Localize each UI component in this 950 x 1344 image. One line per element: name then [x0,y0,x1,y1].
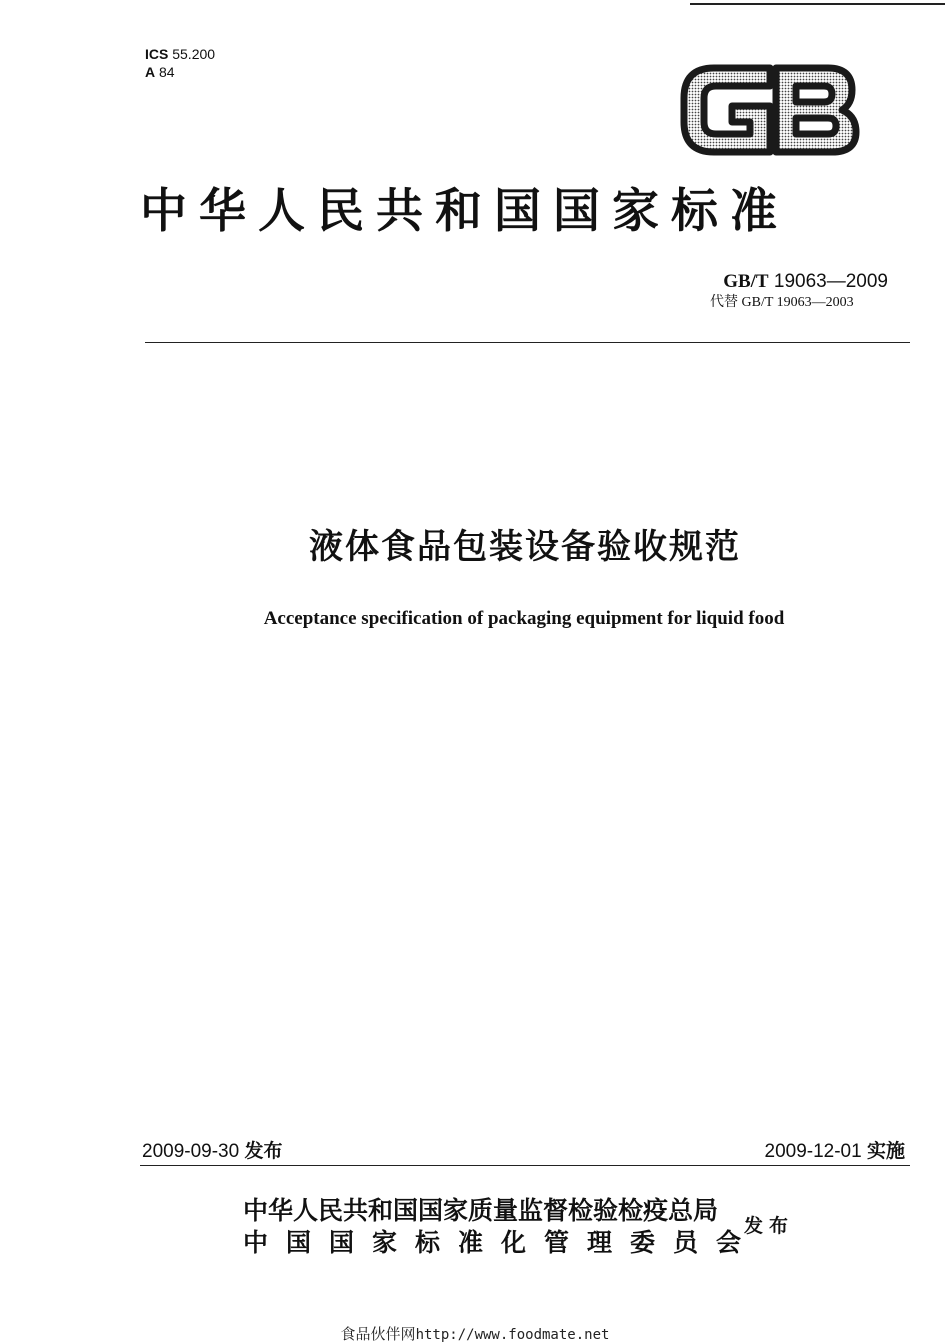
publish-label: 发布 [744,1215,795,1237]
watermark-url: http://www.foodmate.net [415,1327,610,1343]
issuing-agency-1: 中华人民共和国国家质量监督检验检疫总局 [243,1196,719,1225]
english-title: Acceptance specification of packaging equipment for liquid food [263,608,785,629]
issue-date-value: 2009-09-30 [142,1141,240,1162]
issue-date-suffix: 发布 [244,1140,283,1162]
ics-label: ICS [145,46,169,62]
header-divider [145,342,910,343]
class-code: 84 [159,64,175,80]
class-line [145,63,215,81]
classification-codes [145,45,215,81]
standard-code: 19063—2009 [773,271,888,292]
standard-number [723,271,888,293]
issue-date [142,1139,283,1164]
issuing-agency-2: 中国国家标准化管理委员会 [243,1228,760,1257]
implementation-date-suffix: 实施 [866,1140,905,1162]
ics-code: 55.200 [172,46,216,62]
gb-logo [676,60,862,160]
replaces-standard: 代替 GB/T 19063—2003 [710,295,854,310]
top-border-line [690,3,945,5]
chinese-title: 液体食品包装设备验收规范 [309,527,741,567]
watermark-site-name: 食品伙伴网 [340,1325,416,1343]
national-standard-title: 中华人民共和国国家标准 [140,184,789,239]
footer-divider [140,1165,910,1166]
logo-text: GB [676,60,678,61]
ics-line [145,45,215,63]
implementation-date [765,1139,906,1164]
standard-prefix: GB/T [723,271,769,292]
watermark [0,1325,950,1344]
class-label: A [145,64,156,80]
implementation-date-value: 2009-12-01 [764,1141,862,1162]
